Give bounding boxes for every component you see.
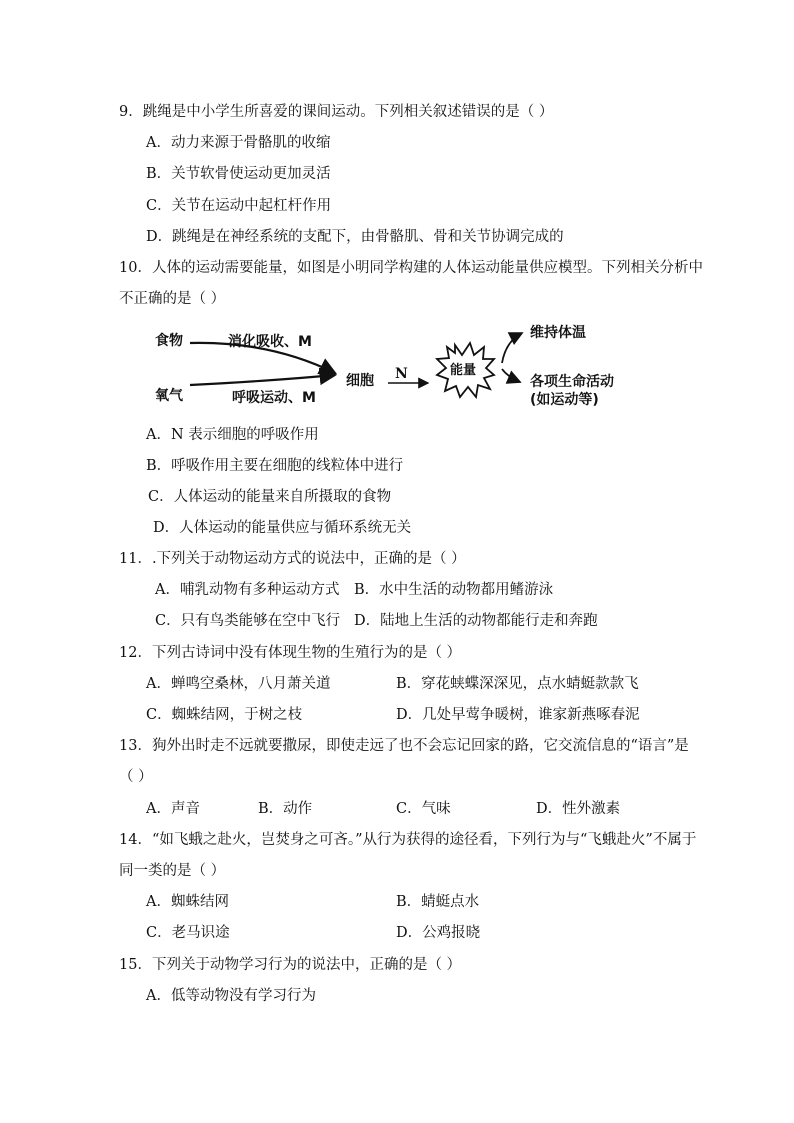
q11-option-d: D．陆地上生活的动物都能行走和奔跑 [354,613,598,629]
q14-stem-line1: 14．“如飞蛾之赴火，岂焚身之可吝。”从行为获得的途径看，下列行为与“飞蛾赴火”不属于 [119,832,697,848]
diagram-cell-label: 细胞 [346,373,374,389]
q14-option-b: B．蜻蜓点水 [396,894,480,910]
q13-option-a: A．声音 [146,801,200,817]
diagram-digest-label: 消化吸收、M [228,334,312,350]
q9-option-b: B．关节软骨使运动更加灵活 [146,166,331,182]
q13-stem-line2: （ ） [119,769,153,785]
energy-supply-diagram [150,325,650,415]
q14-option-a: A．蜘蛛结网 [146,894,229,910]
q14-option-d: D．公鸡报晓 [396,925,481,941]
q10-stem-line2: 不正确的是（ ） [119,291,226,307]
q10-option-b: B．呼吸作用主要在细胞的线粒体中进行 [146,458,404,474]
q10-option-c: C．人体运动的能量来自所摄取的食物 [148,489,392,505]
diagram-life-label: 各项生命活动 [530,374,614,390]
diagram-life-note: (如运动等) [530,392,599,408]
q11-option-c: C．只有鸟类能够在空中飞行 [155,613,341,629]
q15-option-a: A．低等动物没有学习行为 [146,988,316,1004]
q12-option-b: B．穿花蛱蝶深深见，点水蜻蜓款款飞 [396,676,639,692]
diagram-temp-label: 维持体温 [530,325,586,341]
q9-option-d: D．跳绳是在神经系统的支配下，由骨骼肌、骨和关节协调完成的 [146,229,564,245]
q13-option-b: B．动作 [258,801,313,817]
diagram-breath-label: 呼吸运动、M [232,390,316,406]
q15-stem: 15．下列关于动物学习行为的说法中，正确的是（ ） [119,957,462,973]
q12-option-a: A．蝉鸣空桑林，八月萧关道 [146,676,331,692]
q13-option-d: D．性外激素 [536,801,621,817]
diagram-food-label: 食物 [155,333,183,349]
q13-option-c: C．气味 [396,801,451,817]
q10-stem-line1: 10．人体的运动需要能量，如图是小明同学构建的人体运动能量供应模型。下列相关分析中 [119,260,703,276]
q12-option-c: C．蜘蛛结网，于树之枝 [146,707,303,723]
q12-option-d: D．几处早莺争暖树，谁家新燕啄春泥 [396,707,640,723]
q11-stem: 11．.下列关于动物运动方式的说法中，正确的是（ ） [119,551,466,567]
q10-option-a: A．N 表示细胞的呼吸作用 [146,427,319,443]
diagram-oxygen-label: 氧气 [155,388,183,404]
q14-stem-line2: 同一类的是（ ） [119,863,226,879]
q9-stem: 9．跳绳是中小学生所喜爱的课间运动。下列相关叙述错误的是（ ） [119,104,554,120]
q13-stem-line1: 13．狗外出时走不远就要撒尿，即使走远了也不会忘记回家的路，它交流信息的“语言”是 [119,738,689,754]
diagram-energy-label: 能量 [450,363,477,378]
q11-option-b: B．水中生活的动物都用鳍游泳 [354,582,554,598]
q9-option-a: A．动力来源于骨骼肌的收缩 [146,135,331,151]
q12-stem: 12．下列古诗词中没有体现生物的生殖行为的是（ ） [119,645,462,661]
q11-option-a: A．哺乳动物有多种运动方式 [155,582,340,598]
q14-option-c: C．老马识途 [146,925,230,941]
q9-option-c: C．关节在运动中起杠杆作用 [146,198,332,214]
diagram-n-label: N [395,366,408,382]
q10-option-d: D．人体运动的能量供应与循环系统无关 [153,520,412,536]
